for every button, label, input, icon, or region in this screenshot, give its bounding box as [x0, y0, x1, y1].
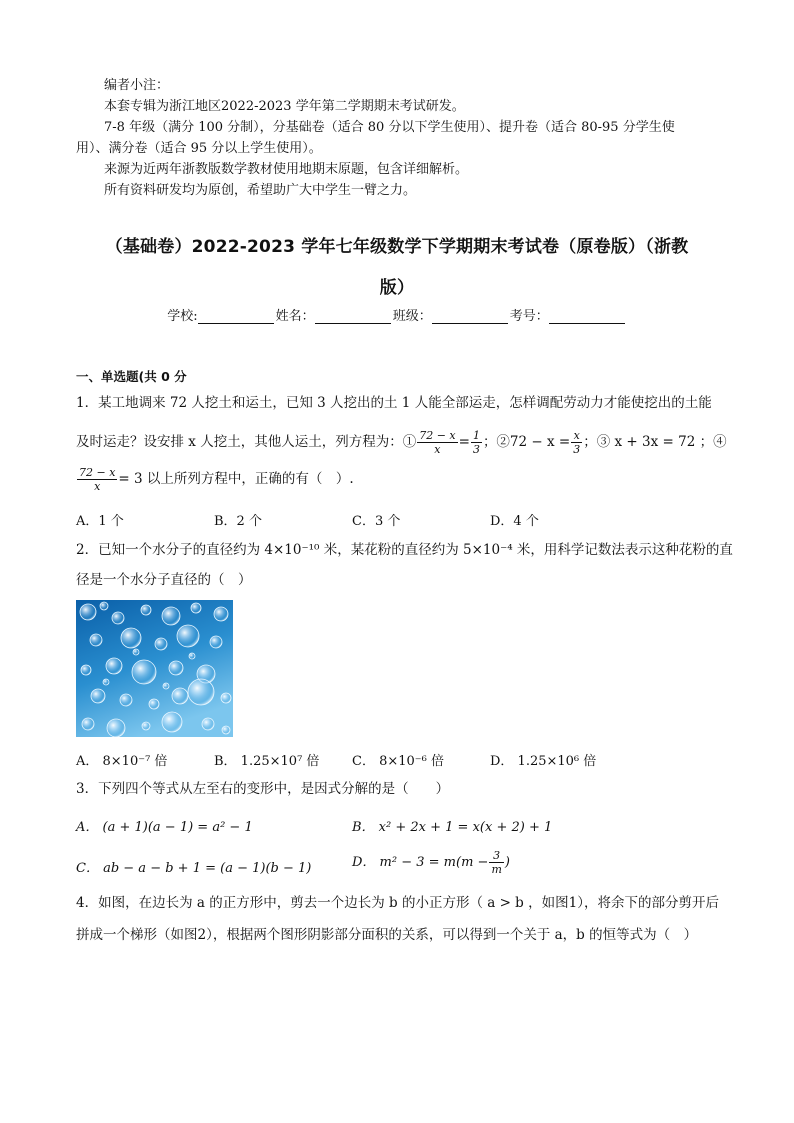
q3-option-b[interactable]: B． x² + 2x + 1 = x(x + 2) + 1	[352, 820, 553, 835]
editor-note-line2b: 用）、满分卷（适合 95 分以上学生使用）。	[76, 141, 322, 156]
q1-eq4-den: x	[94, 480, 101, 493]
q1-option-b[interactable]: B．2 个	[214, 514, 262, 529]
exam-no-blank[interactable]	[549, 309, 625, 324]
q1-line1: 1．某工地调来 72 人挖土和运土，已知 3 人挖出的土 1 人能全部运走，怎样调配劳动力才能使挖出的土能	[76, 395, 712, 411]
q3-option-d-fraction	[489, 849, 503, 876]
q1-eq1-rhs-den: 3	[472, 443, 480, 456]
name-blank[interactable]	[315, 309, 391, 324]
exam-title-line2: 版）	[379, 278, 415, 298]
q1-eq1-rhs-num: 1	[472, 429, 480, 442]
class-blank[interactable]	[432, 309, 508, 324]
q1-eq2-prefix: ；②72 − x =	[482, 434, 571, 450]
q1-option-d[interactable]: D．4 个	[490, 514, 539, 529]
bubbles-image	[76, 600, 233, 737]
q1-eq1-rhs	[471, 429, 482, 456]
q3-line1: 3．下列四个等式从左至右的变形中，是因式分解的是（ ）	[76, 781, 450, 797]
exam-title-line1: （基础卷）2022-2023 学年七年级数学下学期期末考试卷（原卷版）（浙教	[105, 237, 689, 257]
q1-eq1-den: x	[434, 443, 441, 456]
q2-option-d[interactable]: D． 1.25×10⁶ 倍	[490, 754, 597, 769]
q2-option-b[interactable]: B． 1.25×10⁷ 倍	[214, 754, 320, 769]
q1-option-a[interactable]: A．1 个	[76, 514, 124, 529]
editor-note-heading: 编者小注：	[104, 78, 170, 93]
q3-option-d-num: 3	[489, 849, 503, 863]
q3-option-a[interactable]: A． (a + 1)(a − 1) = a² − 1	[76, 820, 253, 835]
q3-option-c[interactable]: C． ab − a − b + 1 = (a − 1)(b − 1)	[76, 861, 312, 876]
q1-eq3: ；③ x + 3x = 72 ；④	[583, 434, 727, 450]
q1-line3-suffix: = 3 以上所列方程中，正确的有（ ）.	[118, 471, 354, 487]
q3-option-d[interactable]	[352, 849, 510, 877]
q1-eq2-fraction	[571, 429, 582, 456]
section-heading: 一、单选题(共 0 分	[76, 369, 187, 384]
q1-eq4-fraction	[77, 466, 117, 493]
q1-eq2-num: x	[571, 429, 582, 443]
q1-line2-prefix: 及时运走？设安排 x 人挖土，其他人运土，列方程为：①	[76, 434, 417, 450]
editor-note-line1: 本套专辑为浙江地区2022-2023 学年第二学期期末考试研发。	[104, 99, 465, 114]
q1-line3	[76, 465, 354, 493]
school-label: 学校:	[167, 309, 198, 324]
school-blank[interactable]	[198, 309, 274, 324]
editor-note-line2a: 7-8 年级（满分 100 分制），分基础卷（适合 80 分以下学生使用）、提升卷（适合 80-95 分学生使	[104, 120, 675, 135]
q2-line1: 2．已知一个水分子的直径约为 4×10⁻¹⁰ 米，某花粉的直径约为 5×10⁻⁴ 米，用科学记数法表示这种花粉的直	[76, 542, 733, 558]
q3-option-d-open: (m −	[456, 855, 489, 870]
q3-option-d-den: m	[491, 863, 502, 876]
q3-option-d-prefix: D． m² − 3 = m	[352, 855, 457, 870]
exam-no-label: 考号：	[509, 309, 549, 324]
class-label: 班级：	[392, 309, 432, 324]
q1-eq1-num: 72 − x	[419, 429, 456, 442]
q4-line2: 拼成一个梯形（如图2），根据两个图形阴影部分面积的关系，可以得到一个关于 a，b 的恒等式为（ ）	[76, 927, 698, 943]
editor-note-line3: 来源为近两年浙教版数学教材使用地期末原题，包含详细解析。	[104, 162, 469, 177]
q2-line2: 径是一个水分子直径的（ ）	[76, 572, 252, 588]
q2-option-c[interactable]: C． 8×10⁻⁶ 倍	[352, 754, 444, 769]
q2-option-a[interactable]: A． 8×10⁻⁷ 倍	[76, 754, 168, 769]
q3-option-d-close: )	[504, 855, 510, 870]
q1-option-c[interactable]: C．3 个	[352, 514, 401, 529]
q4-line1: 4．如图，在边长为 a 的正方形中，剪去一个边长为 b 的小正方形（ a > b ，如图1），将余下的部分剪开后	[76, 895, 719, 911]
q1-eq2-den: 3	[573, 443, 581, 456]
q1-eq1-fraction	[417, 429, 457, 456]
name-label: 姓名：	[275, 309, 315, 324]
q1-eq4-num: 72 − x	[79, 466, 116, 479]
editor-note-line4: 所有资料研发均为原创，希望助广大中学生一臂之力。	[104, 183, 417, 198]
student-info-line	[0, 305, 794, 324]
q1-line2: 及时运走？设安排 x 人挖土，其他人运土，列方程为：① $\frac{72 - x}{x}$ = $\frac{1}{3}$ ；②72 − x = $\frac{x}{3}$ ；③ x + 3x = 72 ；④	[76, 429, 727, 456]
